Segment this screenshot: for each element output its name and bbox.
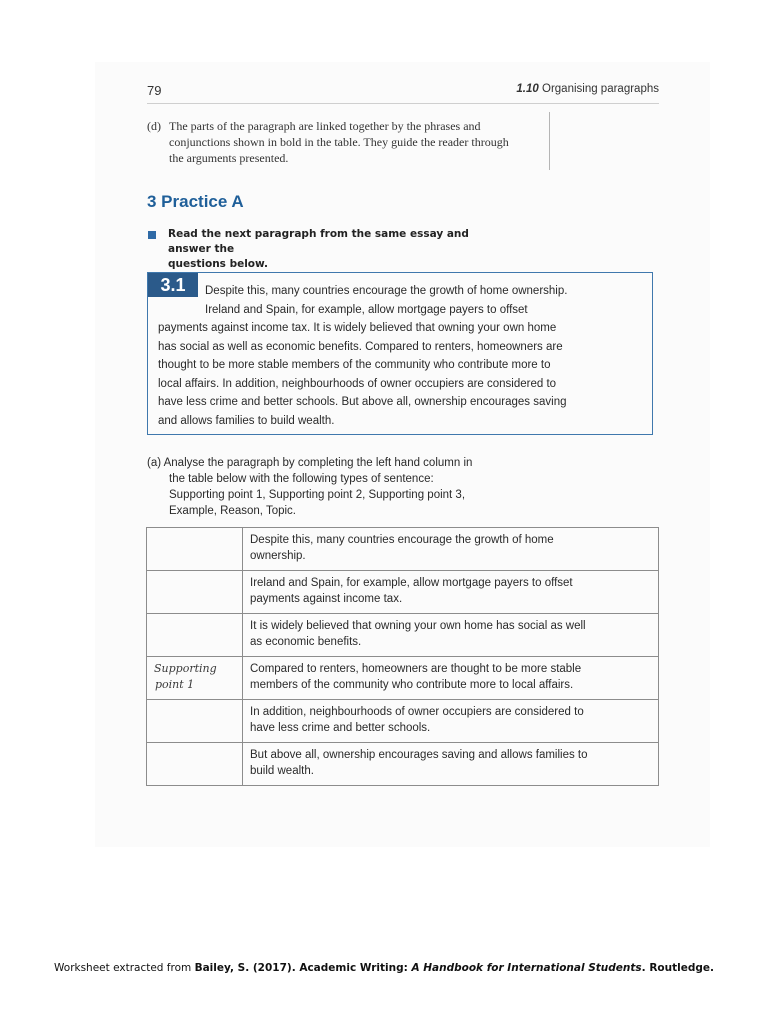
answer-cell[interactable] bbox=[147, 528, 243, 571]
margin-rule bbox=[549, 112, 550, 170]
paragraph-line: have less crime and better schools. But above all, ownership encourages saving bbox=[158, 396, 567, 408]
instruction-line: Read the next paragraph from the same essay and answer the bbox=[168, 228, 469, 255]
question-line: Example, Reason, Topic. bbox=[169, 505, 296, 517]
table-row bbox=[147, 614, 659, 657]
page-number: 79 bbox=[147, 83, 162, 98]
answer-cell[interactable] bbox=[147, 571, 243, 614]
sentence-cell bbox=[243, 614, 659, 657]
table-row bbox=[147, 657, 659, 700]
sentence-cell bbox=[243, 571, 659, 614]
paragraph-d-label: (d) bbox=[147, 119, 161, 133]
instruction-line: questions below. bbox=[168, 258, 269, 270]
sentence-line: have less crime and better schools. bbox=[250, 721, 431, 734]
answer-cell[interactable] bbox=[147, 614, 243, 657]
header-divider bbox=[147, 103, 659, 104]
paragraph-line: Ireland and Spain, for example, allow mortgage payers to offset bbox=[205, 303, 528, 316]
paragraph-line: Despite this, many countries encourage the growth of home ownership. bbox=[205, 285, 568, 297]
sentence-line: members of the community who contribute more to local affairs. bbox=[250, 678, 574, 691]
square-bullet-icon bbox=[148, 231, 156, 239]
sentence-line: as economic benefits. bbox=[250, 635, 362, 648]
question-line: (a) Analyse the paragraph by completing the left hand column in bbox=[147, 457, 473, 469]
paragraph-line: payments against income tax. It is widely believed that owning your own home bbox=[158, 322, 557, 334]
sentence-line: Ireland and Spain, for example, allow mortgage payers to offset bbox=[250, 577, 573, 589]
question-line: Supporting point 1, Supporting point 2, Supporting point 3, bbox=[169, 489, 466, 501]
running-head bbox=[516, 83, 659, 95]
sentence-line: ownership. bbox=[250, 549, 306, 562]
paragraph-line: and allows families to build wealth. bbox=[158, 414, 335, 427]
sentence-line: But above all, ownership encourages saving and allows families to bbox=[250, 749, 588, 761]
sentence-line: Compared to renters, homeowners are thought to be more stable bbox=[250, 663, 582, 675]
sentence-line: In addition, neighbourhoods of owner occupiers are considered to bbox=[250, 706, 584, 718]
answer-cell[interactable] bbox=[147, 700, 243, 743]
footer-publisher: . Routledge. bbox=[641, 962, 714, 974]
handwritten-line: point 1 bbox=[155, 678, 195, 691]
paragraph-line: local affairs. In addition, neighbourhoods of owner occupiers are considered to bbox=[158, 377, 557, 390]
footer-book-title: A Handbook for International Students bbox=[411, 962, 642, 974]
table-row bbox=[147, 700, 659, 743]
footer-prefix: Worksheet extracted from bbox=[54, 962, 195, 974]
paragraph-line: thought to be more stable members of the community who contribute more to bbox=[158, 359, 551, 371]
section-title: Organising paragraphs bbox=[542, 83, 659, 95]
table-row bbox=[147, 743, 659, 786]
sentence-line: It is widely believed that owning your own home has social as well bbox=[250, 620, 586, 632]
answer-cell[interactable] bbox=[147, 743, 243, 786]
paragraph-line: has social as well as economic benefits. Compared to renters, homeowners are bbox=[158, 340, 563, 353]
footer-author: Bailey, S. (2017). Academic Writing: bbox=[194, 962, 412, 974]
box-number-badge: 3.1 bbox=[148, 273, 198, 297]
sentence-cell bbox=[243, 743, 659, 786]
sentence-line: build wealth. bbox=[250, 764, 314, 777]
sentence-cell bbox=[243, 528, 659, 571]
source-footer bbox=[0, 962, 768, 974]
paragraph-d-line: the arguments presented. bbox=[169, 151, 289, 165]
paragraph-d-line: conjunctions shown in bold in the table. They guide the reader through bbox=[169, 135, 509, 149]
question-line: the table below with the following types of sentence: bbox=[169, 473, 434, 485]
table-row bbox=[147, 528, 659, 571]
sentence-cell bbox=[243, 700, 659, 743]
sentence-line: payments against income tax. bbox=[250, 592, 403, 605]
paragraph-d-line: The parts of the paragraph are linked together by the phrases and bbox=[169, 119, 481, 133]
sentence-line: Despite this, many countries encourage the growth of home bbox=[250, 534, 554, 546]
paragraph-d bbox=[147, 118, 545, 166]
handwritten-answer bbox=[147, 657, 242, 693]
handwritten-line: Supporting bbox=[154, 662, 217, 675]
table-row bbox=[147, 571, 659, 614]
instruction bbox=[168, 227, 508, 272]
paragraph-text bbox=[158, 282, 650, 430]
section-number: 1.10 bbox=[516, 83, 539, 95]
sentence-cell bbox=[243, 657, 659, 700]
analysis-table bbox=[146, 527, 659, 786]
question-a bbox=[147, 455, 567, 519]
answer-cell[interactable] bbox=[147, 657, 243, 700]
section-heading: 3 Practice A bbox=[147, 192, 244, 211]
page-header bbox=[147, 83, 659, 103]
